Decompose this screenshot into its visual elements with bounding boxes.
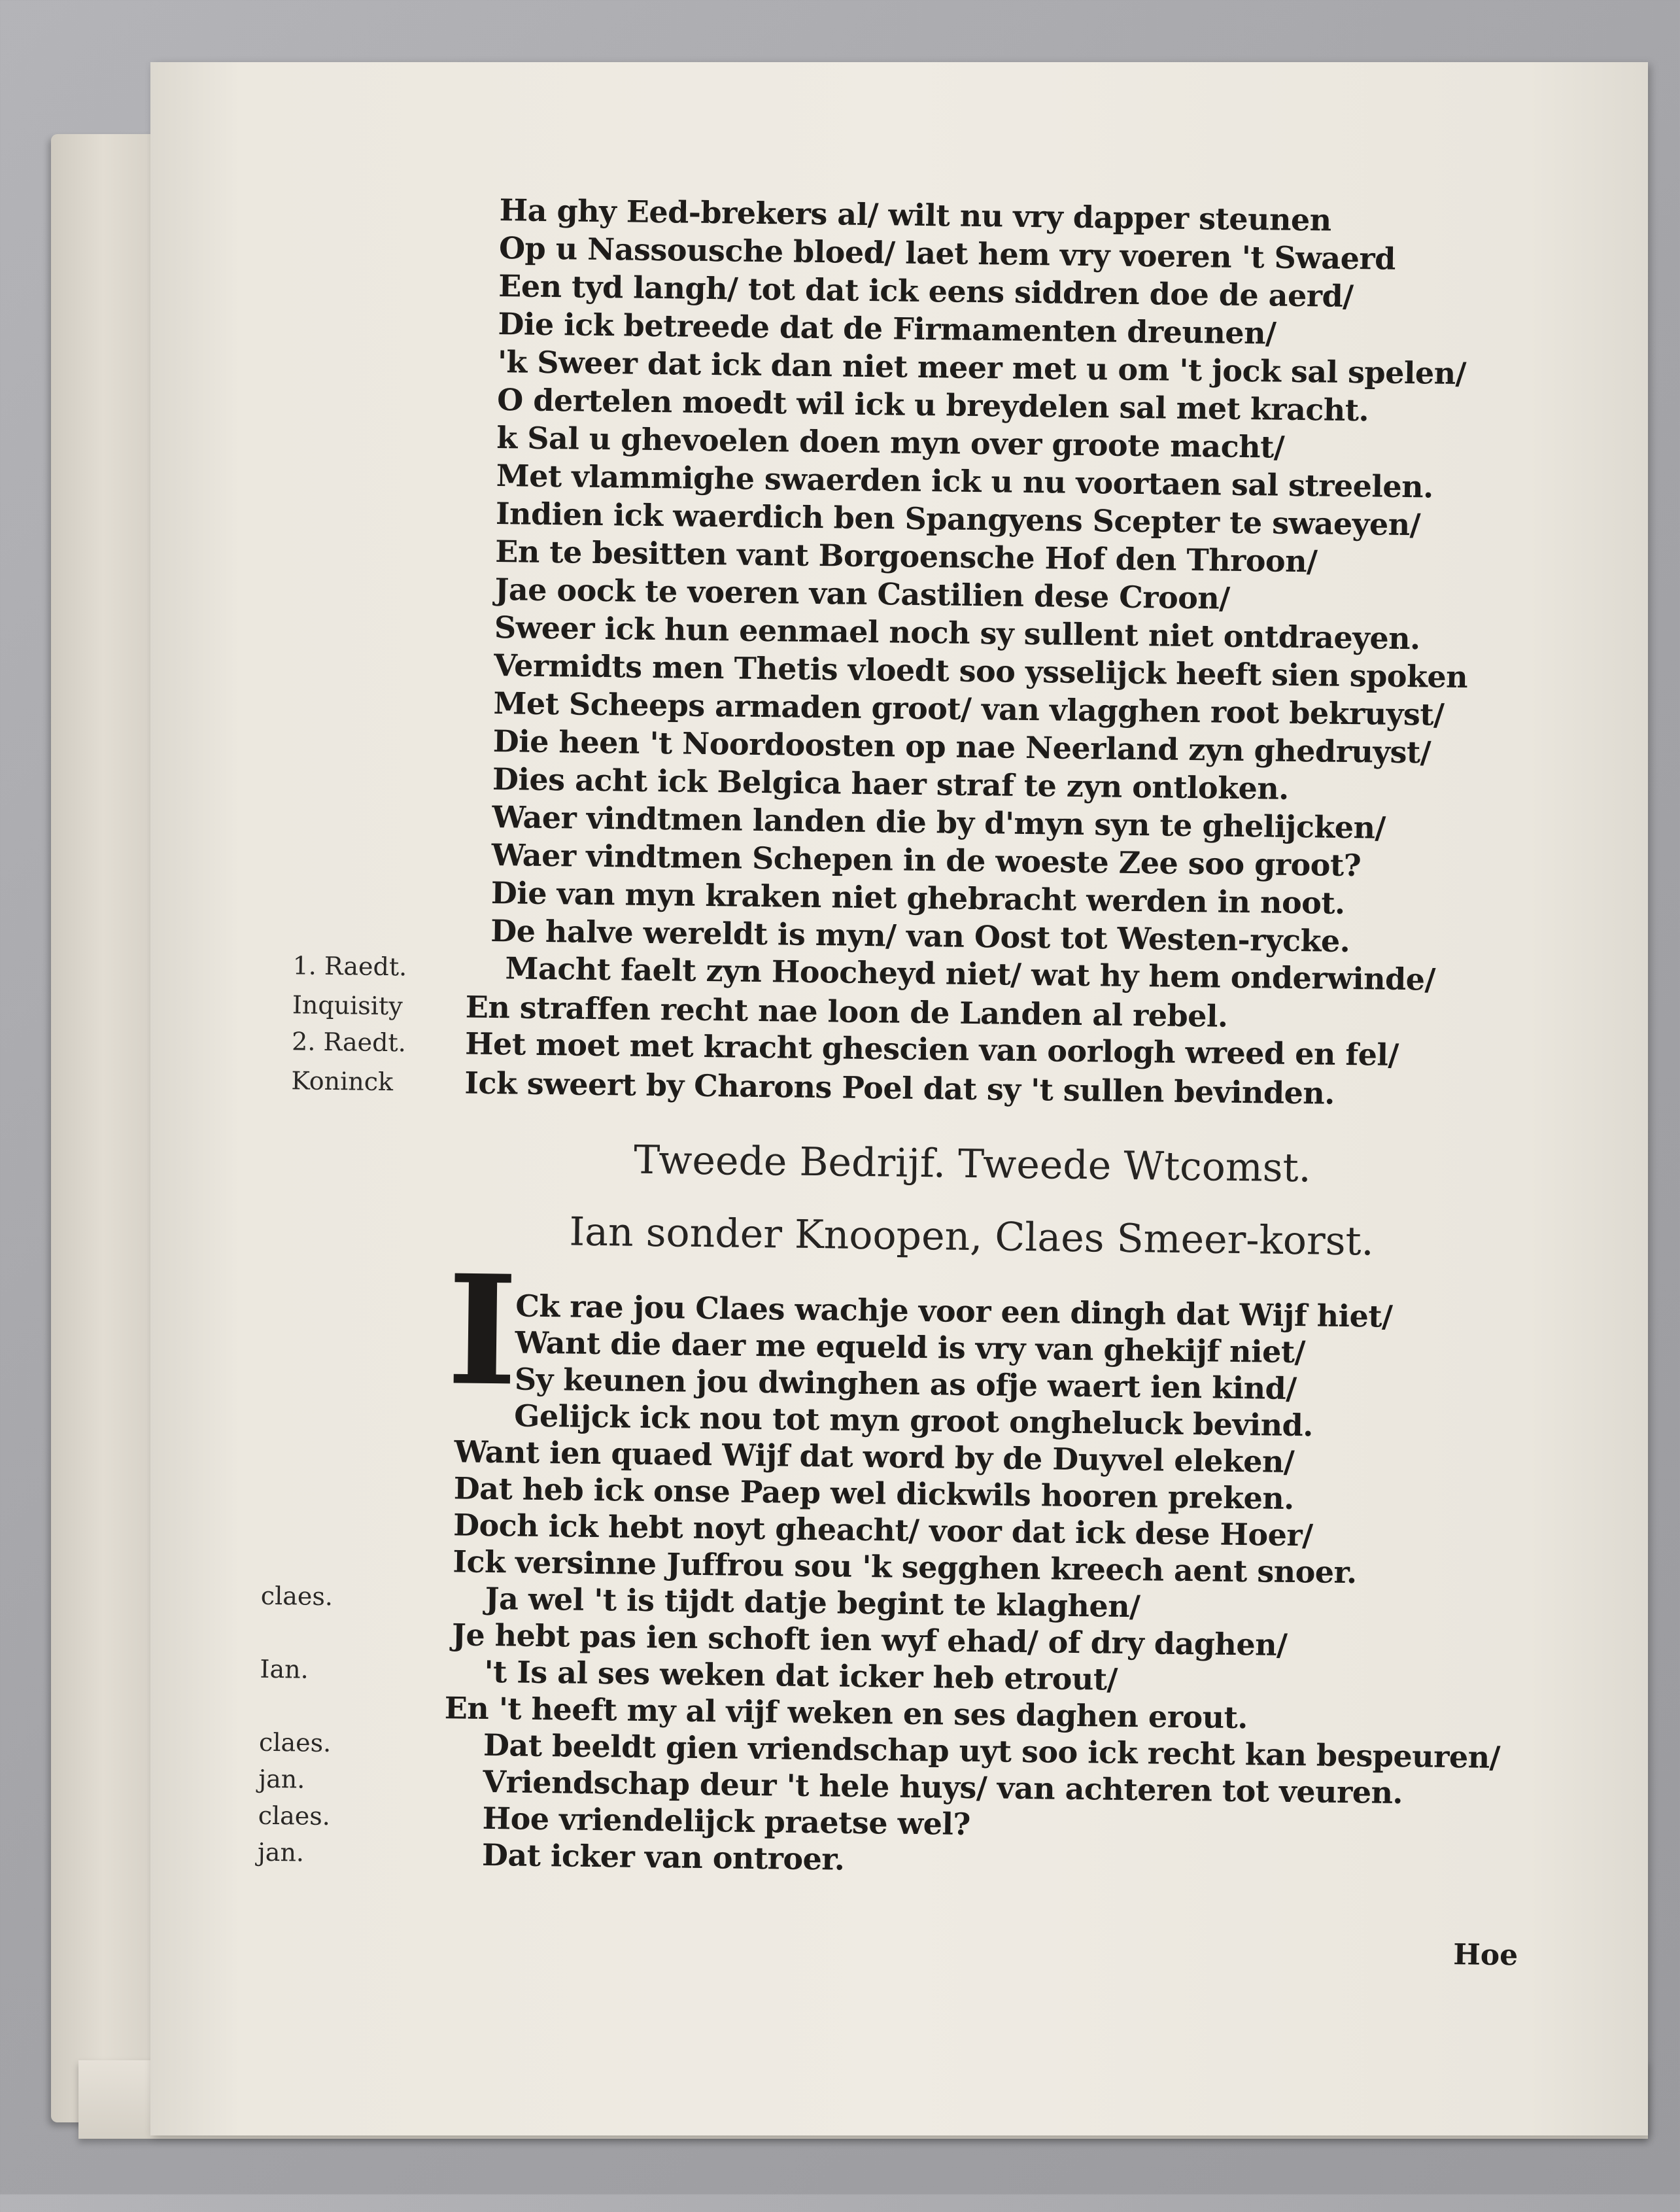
- verse-line: Hoe vriendelijck praetse wel?: [482, 1800, 971, 1842]
- verse-line: Een tyd langh/ tot dat ick eens siddren doe de aerd/: [498, 268, 1354, 315]
- verse-line: Met Scheeps armaden groot/ van vlagghen root bekruyst/: [493, 685, 1445, 733]
- verse-line: De halve wereldt is myn/ van Oost tot Westen-rycke.: [490, 912, 1350, 959]
- verse-line: Met vlammighe swaerden ick u nu voortaen sal streelen.: [496, 458, 1434, 505]
- verse-line: Dies acht ick Belgica haer straf te zyn ontloken.: [492, 761, 1290, 806]
- speaker-label: Koninck: [291, 1066, 394, 1097]
- verse-line: Jae oock te voeren van Castilien dese Croon/: [494, 572, 1230, 616]
- speaker-label: jan.: [258, 1764, 305, 1794]
- speaker-label: Ian.: [260, 1654, 309, 1684]
- verse-line: Ick versinne Juffrou sou 'k segghen kreech aent snoer.: [453, 1544, 1357, 1591]
- speaker-label: claes.: [258, 1727, 332, 1758]
- catchword: Hoe: [1452, 1938, 1518, 1973]
- verse-line: Indien ick waerdich ben Spangyens Scepter te swaeyen/: [495, 496, 1421, 543]
- verse-line: Vriendschap deur 't hele huys/ van achteren tot veuren.: [483, 1763, 1403, 1811]
- drop-cap: I: [446, 1242, 519, 1420]
- verse-line: Die ick betreede dat de Firmamenten dreunen/: [498, 306, 1277, 351]
- verse-line: En 't heeft my al vijf weken en ses daghen erout.: [444, 1690, 1248, 1736]
- verse-line: k Sal u ghevoelen doen myn over groote macht/: [496, 420, 1285, 465]
- verse-line: Want ien quaed Wijf dat word by de Duyvel eleken/: [454, 1434, 1295, 1480]
- verse-line: Je hebt pas ien schoft ien wyf ehad/ of dry daghen/: [451, 1617, 1288, 1663]
- verse-line: En straffen recht nae loon de Landen al rebel.: [465, 989, 1228, 1034]
- speaker-label: Inquisity: [292, 990, 403, 1021]
- verse-line: O dertelen moedt wil ick u breydelen sal met kracht.: [496, 382, 1369, 428]
- verse-line: Waer vindtmen landen die by d'myn syn te ghelijcken/: [492, 799, 1386, 846]
- scene-characters: Ian sonder Knoopen, Claes Smeer-korst.: [569, 1209, 1375, 1265]
- verse-line: Doch ick hebt noyt gheacht/ voor dat ick dese Hoer/: [453, 1507, 1313, 1553]
- speaker-label: 2. Raedt.: [291, 1027, 407, 1058]
- act-heading: Tweede Bedrijf. Tweede Wtcomst.: [633, 1137, 1312, 1192]
- verse-line: Sweer ick hun eenmael noch sy sullent niet ontdraeyen.: [494, 610, 1420, 657]
- verse-line: 't Is al ses weken dat icker heb etrout/: [484, 1653, 1118, 1697]
- verse-line: Sy keunen jou dwinghen as ofje waert ien kind/: [514, 1361, 1297, 1407]
- verse-line: En te besitten vant Borgoensche Hof den Throon/: [495, 534, 1318, 579]
- speaker-label: claes.: [258, 1801, 331, 1831]
- verse-line: Want die daer me equeld is vry van ghekijf niet/: [515, 1324, 1306, 1370]
- speaker-label: 1. Raedt.: [292, 951, 407, 982]
- verse-line: 'k Sweer dat ick dan niet meer met u om 't jock sal spelen/: [497, 344, 1467, 392]
- verse-line: Dat heb ick onse Paep wel dickwils hooren preken.: [453, 1470, 1295, 1517]
- verse-line: Waer vindtmen Schepen in de woeste Zee soo groot?: [491, 837, 1362, 884]
- verse-line: Die heen 't Noordoosten op nae Neerland zyn ghedruyst/: [492, 723, 1431, 770]
- verse-line: Dat beeldt gien vriendschap uyt soo ick recht kan bespeuren/: [483, 1727, 1501, 1775]
- speaker-label: jan.: [257, 1837, 305, 1867]
- verse-line: Dat icker van ontroer.: [481, 1837, 845, 1877]
- verse-line: Die van myn kraken niet ghebracht werden in noot.: [490, 874, 1345, 921]
- verse-line: Ick sweert by Charons Poel dat sy 't sullen bevinden.: [464, 1065, 1335, 1111]
- verse-line: Ha ghy Eed-brekers al/ wilt nu vry dapper steunen: [499, 192, 1331, 238]
- verse-line: Ja wel 't is tijdt datje begint te klaghen/: [485, 1580, 1140, 1625]
- verse-line: Op u Nassousche bloed/ laet hem vry voeren 't Swaerd: [498, 230, 1396, 277]
- verse-line: Gelijck ick nou tot myn groot ongheluck bevind.: [513, 1398, 1314, 1443]
- verse-line: Het moet met kracht ghescien van oorlogh wreed en fel/: [464, 1026, 1399, 1073]
- verse-line: Macht faelt zyn Hoocheyd niet/ wat hy hem onderwinde/: [505, 950, 1436, 997]
- verse-line: Ck rae jou Claes wachje voor een dingh dat Wijf hiet/: [515, 1288, 1393, 1334]
- verse-line: Vermidts men Thetis vloedt soo ysselijck heeft sien spoken: [493, 647, 1468, 695]
- speaker-label: claes.: [260, 1581, 334, 1612]
